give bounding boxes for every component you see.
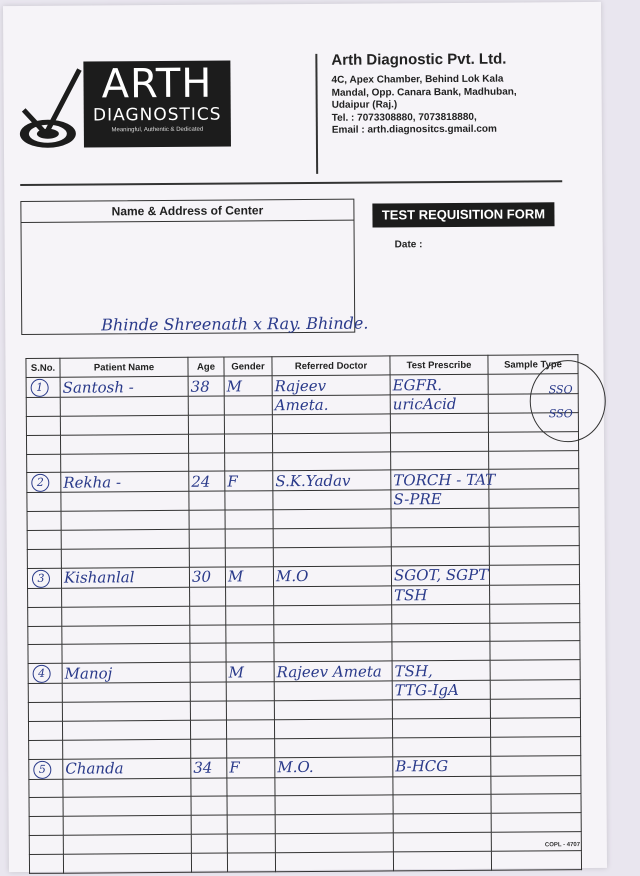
serial-number-circle: 3 [32,570,50,588]
cell-age[interactable]: 30 [189,567,225,587]
cell-gender[interactable]: M [226,662,274,682]
header-divider [315,54,318,174]
cell-sno[interactable] [26,397,60,416]
cell-test-prescribe[interactable]: TSH [392,585,490,605]
cell-sno[interactable] [27,454,61,473]
col-header-gender: Gender [224,357,272,376]
cell-sno[interactable] [28,721,62,740]
cell-referred-doctor[interactable] [274,642,392,662]
cell-sample-type[interactable] [489,469,579,490]
cell-gender[interactable] [224,434,272,453]
cell-test-prescribe[interactable]: B-HCG [393,756,491,777]
table-row [29,850,581,873]
cell-referred-doctor[interactable]: M.O [273,566,391,587]
cell-patient-name[interactable] [62,625,190,645]
header-rule [20,180,562,186]
cell-age[interactable]: 38 [188,376,224,396]
cell-test-prescribe[interactable] [392,623,490,642]
cell-patient-name[interactable] [61,529,189,549]
cell-referred-doctor[interactable] [273,547,391,567]
cell-gender[interactable] [227,852,275,871]
cell-sample-type[interactable] [491,794,581,813]
phone-line: Tel. : 7073308880, 7073818880, [331,111,477,124]
cell-gender[interactable]: F [227,757,275,777]
cell-referred-doctor[interactable] [274,623,392,643]
cell-sample-type[interactable] [489,527,579,546]
cell-gender[interactable] [225,548,273,567]
company-name: Arth Diagnostic Pvt. Ltd. [331,50,507,69]
cell-age[interactable] [190,587,226,606]
cell-test-prescribe[interactable] [393,795,491,814]
cell-patient-name[interactable] [62,587,190,607]
requisition-sheet [3,2,607,872]
cell-sample-type[interactable] [489,508,579,527]
cell-referred-doctor[interactable] [274,719,392,739]
cell-patient-name[interactable] [61,548,189,568]
cell-age[interactable] [191,834,227,853]
cell-referred-doctor[interactable] [274,700,392,720]
cell-sno[interactable] [29,854,63,873]
cell-patient-name[interactable]: Santosh - [60,376,188,397]
serial-number-circle: 4 [33,665,51,683]
cell-sample-type[interactable] [490,603,580,622]
logo-tagline: Meaningful, Authentic & Dedicated [111,126,204,134]
cell-referred-doctor[interactable] [273,528,391,548]
sample-mark: SSO [548,383,573,397]
cell-sample-type[interactable] [490,718,580,737]
cell-gender[interactable] [227,777,275,796]
cell-age[interactable] [189,510,225,529]
cell-referred-doctor[interactable] [274,681,392,701]
cell-test-prescribe[interactable]: EGFR. [390,374,488,395]
cell-sno[interactable] [26,377,60,397]
cell-sno[interactable] [29,759,63,779]
sample-mark: SSO [548,407,573,421]
cell-sample-type[interactable] [491,736,581,755]
cell-sno[interactable] [26,416,60,435]
cell-sample-type[interactable] [490,622,580,641]
cell-sno[interactable] [28,683,62,702]
cell-test-prescribe[interactable] [392,642,490,661]
address-line: 4C, Apex Chamber, Behind Lok Kala [331,73,504,86]
serial-number-circle: 1 [31,379,49,397]
cell-test-prescribe[interactable] [391,451,489,470]
cell-referred-doctor[interactable] [273,490,391,510]
cell-gender[interactable]: M [224,376,272,396]
cell-referred-doctor[interactable] [275,738,393,758]
cell-sample-type[interactable] [489,489,579,509]
cell-patient-name[interactable] [62,720,190,740]
cell-test-prescribe[interactable] [392,718,490,737]
center-box-heading: Name & Address of Center [21,200,353,223]
cell-test-prescribe[interactable]: S-PRE [391,490,489,510]
cell-test-prescribe[interactable]: TSH, [392,660,490,681]
cell-sno[interactable] [28,702,62,721]
cell-sample-type[interactable] [489,564,579,585]
cell-patient-name[interactable] [61,453,189,473]
cell-patient-name[interactable] [63,739,191,759]
address-line: Mandal, Opp. Canara Bank, Madhuban, [331,86,517,99]
cell-sample-type[interactable] [490,699,580,718]
cell-gender[interactable] [226,624,274,643]
cell-patient-name[interactable] [61,511,189,531]
cell-sno[interactable] [28,588,62,607]
cell-age[interactable] [189,491,225,510]
cell-gender[interactable] [224,396,272,415]
cell-age[interactable] [190,643,226,662]
table-body [26,374,581,873]
address-line: Udaipur (Raj.) [331,99,398,111]
cell-referred-doctor[interactable]: Rajeev [272,375,390,396]
cell-gender[interactable] [225,529,273,548]
brand-logo [83,61,231,148]
cell-referred-doctor[interactable] [275,833,393,853]
cell-referred-doctor[interactable] [273,509,391,529]
cell-sample-type[interactable] [491,755,581,776]
cell-referred-doctor[interactable] [274,586,392,606]
cell-sno[interactable] [28,626,62,645]
cell-referred-doctor[interactable]: M.O. [275,756,393,777]
cell-age[interactable] [191,815,227,834]
cell-gender[interactable] [225,510,273,529]
cell-patient-name[interactable] [63,815,191,835]
cell-test-prescribe[interactable]: TTG-IgA [392,680,490,700]
cell-gender[interactable] [226,682,274,701]
cell-patient-name[interactable] [62,644,190,664]
cell-sno[interactable] [27,549,61,568]
col-header-age: Age [188,357,224,376]
cell-sno[interactable] [27,493,61,512]
cell-sample-type[interactable] [490,680,580,700]
company-info [331,51,517,138]
cell-age[interactable] [188,415,224,434]
cell-sno[interactable] [29,740,63,759]
cell-sample-type[interactable] [490,660,580,681]
cell-sample-type[interactable] [489,450,579,469]
cell-gender[interactable] [226,587,274,606]
cell-referred-doctor[interactable] [275,852,393,872]
cell-patient-name[interactable]: Rekha - [61,472,189,493]
cell-test-prescribe[interactable]: TORCH - TAT [391,470,489,491]
cell-age[interactable] [190,662,226,682]
col-header-patient-name: Patient Name [60,357,188,377]
cell-age[interactable]: 24 [189,471,225,491]
cell-gender[interactable] [224,415,272,434]
cell-gender[interactable] [226,701,274,720]
cell-test-prescribe[interactable] [393,737,491,756]
cell-sno[interactable] [28,663,62,683]
cell-test-prescribe[interactable] [393,813,491,832]
cell-age[interactable] [190,701,226,720]
cell-gender[interactable] [226,720,274,739]
logo-wordmark: ARTH [101,60,213,108]
cell-sno[interactable] [29,779,63,798]
cell-sno[interactable] [27,530,61,549]
cell-age[interactable] [190,606,226,625]
cell-age[interactable] [188,434,224,453]
cell-referred-doctor[interactable] [275,795,393,815]
cell-referred-doctor[interactable]: Rajeev Ameta [274,661,392,682]
cell-patient-name[interactable] [62,606,190,626]
cell-referred-doctor[interactable] [275,814,393,834]
cell-test-prescribe[interactable] [393,851,491,870]
patient-table [25,354,582,873]
cell-patient-name[interactable] [63,778,191,798]
cell-sno[interactable] [29,835,63,854]
logo-subtitle: DIAGNOSTICS [92,104,222,126]
col-header-test-prescribe: Test Prescribe [390,355,488,375]
cell-test-prescribe[interactable] [391,546,489,565]
target-logo-icon [17,66,86,154]
cell-sample-type[interactable] [490,641,580,660]
cell-sample-type[interactable] [491,850,581,869]
cell-age[interactable] [191,778,227,797]
cell-referred-doctor[interactable] [275,776,393,796]
cell-age[interactable] [190,682,226,701]
col-header-sample-type: Sample Type [488,355,578,375]
cell-sno[interactable] [27,512,61,531]
col-header-referred-doctor: Referred Doctor [272,356,390,376]
cell-test-prescribe[interactable] [392,604,490,623]
cell-referred-doctor[interactable] [273,451,391,471]
cell-sno[interactable] [27,568,61,588]
cell-sno[interactable] [28,607,62,626]
cell-age[interactable] [190,625,226,644]
cell-gender[interactable] [225,452,273,471]
serial-number-circle: 2 [31,474,49,492]
cell-gender[interactable]: M [225,567,273,587]
cell-referred-doctor[interactable] [272,414,390,434]
sample-type-circle [529,360,606,443]
cell-gender[interactable]: F [225,471,273,491]
form-title: TEST REQUISITION FORM [372,202,554,227]
email-line: Email : arth.diagnositcs.gmail.com [331,123,497,136]
cell-sno[interactable] [29,798,63,817]
cell-age[interactable] [189,548,225,567]
cell-sno[interactable] [27,473,61,493]
cell-age[interactable]: 34 [191,758,227,778]
cell-test-prescribe[interactable]: uricAcid [390,394,488,414]
cell-patient-name[interactable]: Kishanlal [61,567,189,588]
cell-gender[interactable] [227,796,275,815]
cell-age[interactable] [189,453,225,472]
cell-gender[interactable] [227,738,275,757]
cell-test-prescribe[interactable]: SGOT, SGPT [391,565,489,586]
cell-sno[interactable] [29,816,63,835]
cell-sample-type[interactable] [491,813,581,832]
cell-sno[interactable] [26,435,60,454]
cell-patient-name[interactable] [60,434,188,454]
serial-number-circle: 5 [33,760,51,778]
cell-sno[interactable] [28,645,62,664]
cell-gender[interactable] [226,606,274,625]
cell-age[interactable] [189,529,225,548]
cell-test-prescribe[interactable] [392,699,490,718]
form-code: COPL - 4707 [544,842,581,849]
cell-patient-name[interactable] [61,492,189,512]
cell-patient-name[interactable] [60,396,188,416]
cell-referred-doctor[interactable]: S.K.Yadav [273,470,391,491]
cell-patient-name[interactable] [63,834,191,854]
cell-patient-name[interactable] [63,853,191,873]
cell-sample-type[interactable] [491,775,581,794]
cell-age[interactable] [190,720,226,739]
col-header-sno: S.No. [26,358,60,377]
cell-test-prescribe[interactable] [390,432,488,451]
center-handwriting: Bhinde Shreenath x Ray. Bhinde. [101,313,369,335]
cell-referred-doctor[interactable]: Ameta. [272,395,390,415]
cell-patient-name[interactable] [62,701,190,721]
cell-referred-doctor[interactable] [274,605,392,625]
cell-age[interactable] [191,853,227,872]
cell-gender[interactable] [225,491,273,510]
cell-patient-name[interactable]: Chanda [63,758,191,779]
cell-gender[interactable] [226,643,274,662]
cell-patient-name[interactable] [60,415,188,435]
cell-sample-type[interactable] [489,546,579,565]
cell-test-prescribe[interactable] [393,776,491,795]
cell-patient-name[interactable]: Manoj [62,662,190,683]
date-label: Date : [394,239,423,251]
cell-gender[interactable] [227,834,275,853]
cell-gender[interactable] [227,815,275,834]
cell-test-prescribe[interactable] [393,832,491,851]
cell-test-prescribe[interactable] [391,527,489,546]
cell-sample-type[interactable] [490,584,580,604]
cell-age[interactable] [191,739,227,758]
cell-age[interactable] [191,796,227,815]
cell-referred-doctor[interactable] [272,433,390,453]
cell-age[interactable] [188,396,224,415]
cell-test-prescribe[interactable] [391,509,489,528]
cell-patient-name[interactable] [62,682,190,702]
cell-test-prescribe[interactable] [390,413,488,432]
cell-patient-name[interactable] [63,797,191,817]
